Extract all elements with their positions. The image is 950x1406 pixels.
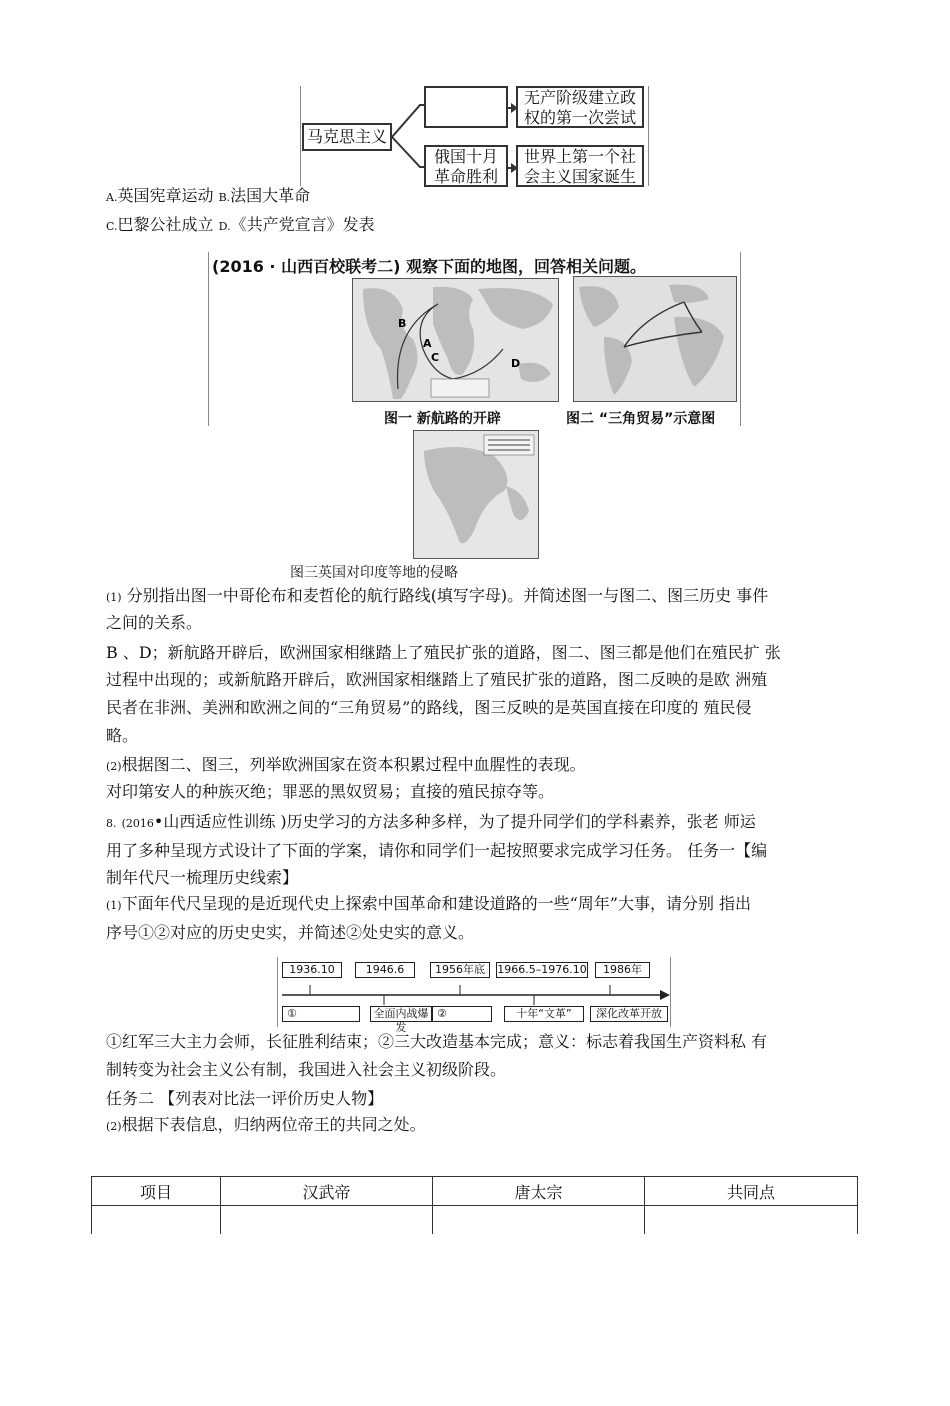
option-a-text: 英国宪章运动 bbox=[117, 186, 214, 205]
diagram-bottom-left-box bbox=[424, 145, 508, 187]
q8-line-3: 制年代尺一梳理历史线索】 bbox=[106, 868, 299, 887]
diagram-left-rule bbox=[300, 86, 301, 186]
diagram-center-text: 马克思主义 bbox=[306, 127, 387, 146]
timeline-event-4: 十年“文革” bbox=[504, 1006, 584, 1022]
q8-1-line-1 bbox=[106, 892, 866, 918]
timeline-date-1: 1936.10 bbox=[282, 962, 342, 978]
diagram-bottom-left-line-1: 俄国十月 bbox=[433, 147, 498, 166]
maps-left-rule bbox=[208, 252, 209, 426]
timeline-date-3: 1956年底 bbox=[430, 962, 490, 978]
option-b-text: 法国大革命 bbox=[230, 186, 311, 205]
route-label-c: C bbox=[431, 351, 440, 364]
diagram-right-rule bbox=[648, 86, 649, 186]
fig2-caption: 图二 “三角贸易”示意图 bbox=[566, 411, 716, 427]
table-header-tang-taizong: 唐太宗 bbox=[433, 1177, 645, 1206]
table-header-han-wudi: 汉武帝 bbox=[221, 1177, 433, 1206]
timeline-event-3: ② bbox=[432, 1006, 492, 1022]
table-header-common: 共同点 bbox=[645, 1177, 858, 1206]
table-cell bbox=[645, 1206, 858, 1235]
option-c-letter: C. bbox=[106, 220, 118, 233]
table-header-item: 项目 bbox=[92, 1177, 221, 1206]
map-legend-box bbox=[431, 379, 489, 397]
table-cell bbox=[433, 1206, 645, 1235]
map-triangle-trade-drawing bbox=[574, 277, 736, 401]
table-row bbox=[92, 1206, 858, 1235]
arrow-lower bbox=[392, 137, 424, 167]
option-b-letter: B. bbox=[218, 191, 231, 204]
q8-2-line bbox=[106, 1113, 866, 1139]
route-label-d: D bbox=[511, 357, 521, 370]
options-line-ab bbox=[106, 184, 866, 210]
q1-line-2: 之间的关系。 bbox=[106, 613, 203, 632]
q8-line-2: 用了多种呈现方式设计了下面的学案，请你和同学们一起按照要求完成学习任务。 任务一【编 bbox=[106, 841, 768, 860]
diagram-top-right-box bbox=[516, 86, 644, 128]
timeline-axis bbox=[280, 985, 672, 1005]
table-cell bbox=[92, 1206, 221, 1235]
a8-1-line-2: 制转变为社会主义公有制，我国进入社会主义初级阶段。 bbox=[106, 1060, 507, 1079]
diagram-top-right-line-1: 无产阶级建立政 bbox=[523, 88, 636, 107]
timeline-date-5: 1986年 bbox=[595, 962, 650, 978]
options-line-cd bbox=[106, 213, 866, 239]
maps-right-rule bbox=[740, 252, 741, 426]
a8-1-line-1: ①红军三大主力会师，长征胜利结束；②三大改造基本完成；意义：标志着我国生产资料私 有 bbox=[106, 1032, 768, 1051]
q2-text: 根据图二、图三，列举欧洲国家在资本积累过程中血腥性的表现。 bbox=[121, 755, 586, 774]
timeline-event-1: ① bbox=[282, 1006, 360, 1022]
diagram-bottom-right-line-2: 会主义国家诞生 bbox=[523, 167, 636, 186]
fig3-caption: 图三英国对印度等地的侵略 bbox=[290, 565, 458, 581]
map-british-india-drawing bbox=[414, 431, 538, 558]
option-a-letter: A. bbox=[106, 191, 118, 204]
q1-number: (1) bbox=[106, 591, 122, 604]
a1-line-4: 略。 bbox=[106, 726, 139, 745]
option-d-text: 《共产党宣言》发表 bbox=[230, 215, 375, 234]
route-label-b: B bbox=[398, 317, 407, 330]
comparison-table bbox=[91, 1176, 858, 1234]
option-c-text: 巴黎公社成立 bbox=[117, 215, 214, 234]
a2-line: 对印第安人的种族灭绝；罪恶的黑奴贸易；直接的殖民掠夺等。 bbox=[106, 782, 555, 801]
route-label-a: A bbox=[423, 337, 432, 350]
q8-2-number: (2) bbox=[106, 1120, 122, 1133]
q8-year: (2016 bbox=[121, 817, 154, 830]
map-triangle-trade bbox=[573, 276, 737, 402]
timeline-date-2: 1946.6 bbox=[355, 962, 415, 978]
q1-text-1: 分别指出图一中哥伦布和麦哲伦的航行路线(填写字母)。并简述图一与图二、图三历史 事件 bbox=[126, 586, 769, 605]
q8-1-text-1: 下面年代尺呈现的是近现代史上探索中国革命和建设道路的一些“周年”大事，请分别 指出 bbox=[121, 894, 752, 913]
map-british-india bbox=[413, 430, 539, 559]
a1-line-3: 民者在非洲、美洲和欧洲之间的“三角贸易”的路线，图三反映的是英国直接在印度的 殖民侵 bbox=[106, 698, 752, 717]
a1-line-2: 过程中出现的；或新航路开辟后，欧洲国家相继踏上了殖民扩张的道路，图二反映的是欧 洲殖 bbox=[106, 670, 768, 689]
table-header-row bbox=[92, 1177, 858, 1206]
option-d-letter: D. bbox=[218, 220, 231, 233]
table-cell bbox=[221, 1206, 433, 1235]
diagram-center-box bbox=[302, 123, 392, 151]
timeline-event-2: 全面内战爆发 bbox=[370, 1006, 432, 1022]
arrow-upper bbox=[392, 105, 424, 137]
diagram-top-right-line-2: 权的第一次尝试 bbox=[523, 108, 636, 127]
diagram-bottom-right-box bbox=[516, 145, 644, 187]
maps-header: (2016 · 山西百校联考二) 观察下面的地图，回答相关问题。 bbox=[212, 257, 646, 276]
q1-line-1 bbox=[106, 584, 866, 610]
q2-number: (2) bbox=[106, 760, 122, 773]
q8-number: 8. bbox=[106, 817, 117, 830]
q8-2-text: 根据下表信息，归纳两位帝王的共同之处。 bbox=[121, 1115, 426, 1134]
timeline-event-5: 深化改革开放 bbox=[590, 1006, 668, 1022]
q8-line-1 bbox=[106, 810, 866, 836]
map-new-sea-routes bbox=[352, 278, 559, 402]
timeline-date-4: 1966.5–1976.10 bbox=[497, 963, 587, 976]
fig1-caption: 图一 新航路的开辟 bbox=[384, 411, 501, 427]
q8-1-number: (1) bbox=[106, 899, 122, 912]
q2-line bbox=[106, 753, 866, 779]
q8-text-1: •山西适应性训练 )历史学习的方法多种多样，为了提升同学们的学科素养，张老 师运 bbox=[153, 812, 756, 831]
diagram-top-empty-box bbox=[424, 86, 508, 128]
timeline-left-rule bbox=[277, 957, 278, 1027]
q8-1-line-2: 序号①②对应的历史史实，并简述②处史实的意义。 bbox=[106, 923, 475, 942]
diagram-bottom-left-line-2: 革命胜利 bbox=[433, 167, 498, 186]
task2-heading: 任务二 【列表对比法一评价历史人物】 bbox=[106, 1089, 384, 1108]
a1-line-1: B 、D；新航路开辟后，欧洲国家相继踏上了殖民扩张的道路，图二、图三都是他们在殖民扩 张 bbox=[106, 643, 781, 662]
diagram-bottom-right-line-1: 世界上第一个社 bbox=[523, 147, 636, 166]
map-new-sea-routes-drawing bbox=[353, 279, 558, 401]
